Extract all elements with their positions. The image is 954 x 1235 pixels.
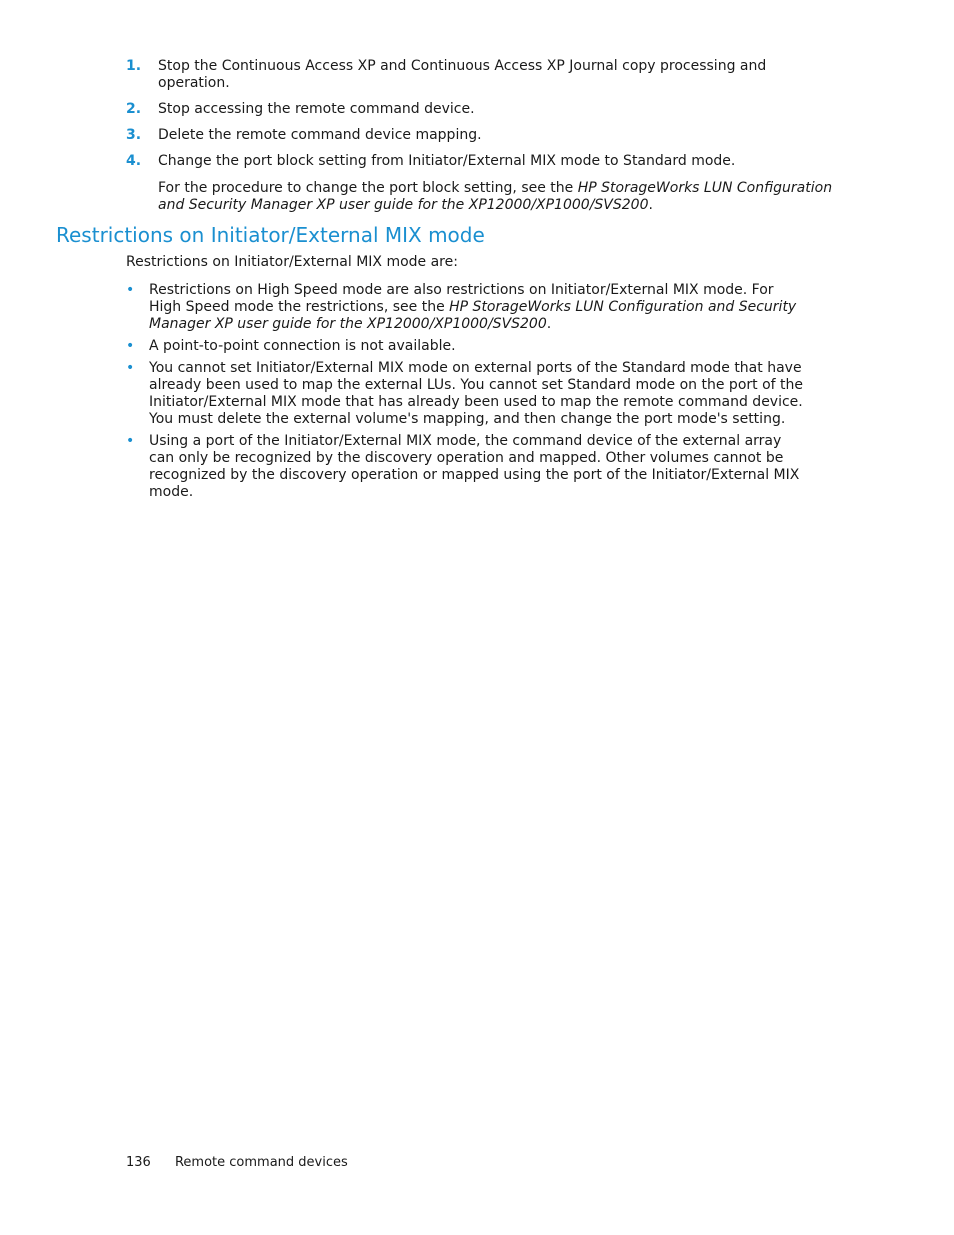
page-number: 136	[126, 1155, 151, 1170]
section-intro: Restrictions on Initiator/External MIX mode are:	[126, 254, 458, 270]
bullet-marker: •	[126, 338, 135, 354]
step-item	[0, 127, 838, 144]
step-text: Change the port block setting from Initiator/External MIX mode to Standard mode.	[158, 153, 736, 169]
bullet-reference: HP StorageWorks LUN Configuration and Security Manager XP user guide for the XP12000/XP1000/SVS200	[149, 299, 797, 332]
bullet-text: You cannot set Initiator/External MIX mode on external ports of the Standard mode that have already been used to map the external LUs. You cannot set Standard mode on the port of the Initiator/External MIX mode that has already been used to map the remote command device. You must delete the external volume's mapping, and then change the port mode's setting.	[149, 360, 804, 427]
bullet-tail: .	[546, 316, 552, 332]
step-number: 2.	[126, 101, 142, 117]
step-text: Stop the Continuous Access XP and Continuous Access XP Journal copy processing and operation.	[158, 58, 767, 91]
step-note-lead: For the procedure to change the port block setting, see the	[158, 180, 578, 196]
footer-section-name: Remote command devices	[174, 1155, 348, 1170]
list-item	[0, 433, 809, 501]
list-item	[0, 282, 809, 333]
step-note-tail: .	[648, 197, 653, 213]
step-number: 4.	[126, 153, 142, 169]
bullet-lead: Restrictions on High Speed mode are also restrictions on Initiator/External MIX mode. For High Speed mode the restrictions, see the	[149, 282, 774, 315]
step-item	[0, 153, 838, 170]
step-number: 1.	[126, 58, 142, 74]
step-note	[0, 180, 838, 214]
section-heading: Restrictions on Initiator/External MIX mode	[56, 223, 485, 247]
page-footer	[126, 1154, 348, 1171]
bullet-marker: •	[126, 360, 135, 376]
step-item	[0, 101, 838, 118]
step-text: Delete the remote command device mapping.	[158, 127, 482, 143]
restrictions-list	[0, 282, 954, 506]
bullet-text: A point-to-point connection is not available.	[149, 338, 456, 354]
bullet-marker: •	[126, 433, 135, 449]
bullet-marker: •	[126, 282, 135, 298]
step-note-reference: HP StorageWorks LUN Configuration and Security Manager XP user guide for the XP12000/XP1000/SVS200	[158, 180, 833, 213]
list-item	[0, 360, 809, 428]
bullet-text: Using a port of the Initiator/External MIX mode, the command device of the external array can only be recognized by the discovery operation and mapped. Other volumes cannot be recognized by the discovery operation or mapped using the port of the Initiator/External MIX mode.	[149, 433, 800, 500]
step-number: 3.	[126, 127, 142, 143]
step-text: Stop accessing the remote command device.	[158, 101, 475, 117]
list-item	[0, 338, 809, 355]
procedure-steps	[0, 58, 954, 214]
step-item	[0, 58, 838, 92]
